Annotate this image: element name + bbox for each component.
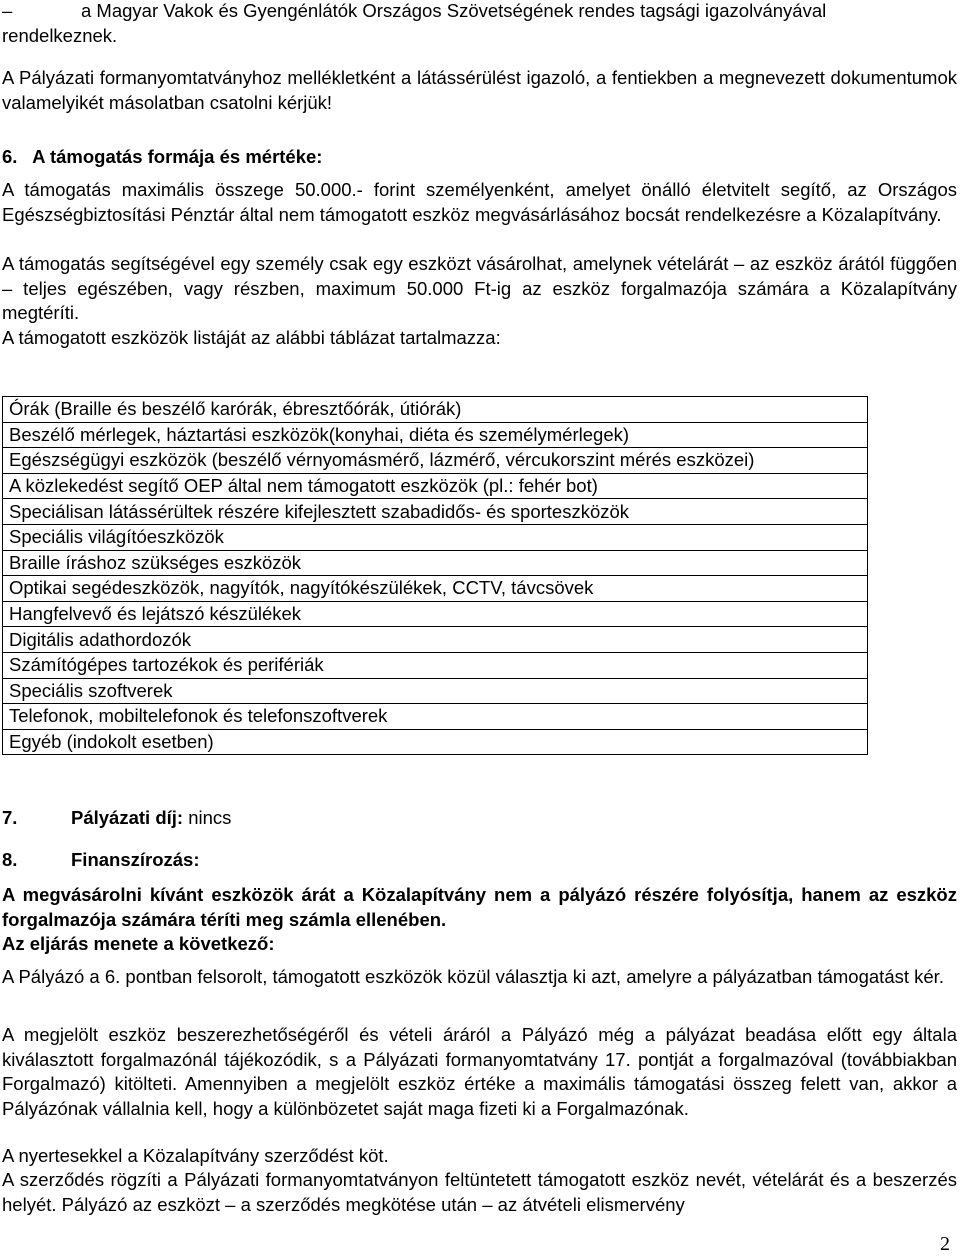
financing-bold-paragraph: A megvásárolni kívánt eszközök árát a Közalapítvány nem a pályázó részére folyósítja, hanem az eszköz forgalmazója számára téríti meg számla ellenében. xyxy=(2,884,957,930)
bullet-item xyxy=(2,0,957,48)
table-row xyxy=(3,601,868,627)
section-7-value: nincs xyxy=(183,807,232,828)
procedure-paragraph-1: A Pályázó a 6. pontban felsorolt, támogatott eszközök közül választja ki azt, amelyre a pályázatban támogatást kér. xyxy=(2,966,944,987)
table-row xyxy=(3,627,868,653)
bullet-dash: – xyxy=(2,0,13,21)
table-cell: Egyéb (indokolt esetben) xyxy=(3,729,868,755)
section-8-number: 8. xyxy=(2,849,18,870)
section-7 xyxy=(2,806,231,830)
table-row xyxy=(3,448,868,474)
table-row xyxy=(3,704,868,730)
table-cell: Órák (Braille és beszélő karórák, ébresztőórák, útiórák) xyxy=(3,397,868,423)
section-6-paragraph-1: A támogatás maximális összege 50.000.- forint személyenként, amelyet önálló életvitelt segítő, az Országos Egészségbiztosítási Pénztár által nem támogatott eszköz megvásárlásához bocsát rendelkezésre a Közalapítvány. xyxy=(2,179,957,225)
supported-devices-table xyxy=(2,396,868,755)
table-row xyxy=(3,678,868,704)
table-row xyxy=(3,499,868,525)
table-row xyxy=(3,652,868,678)
table-cell: Beszélő mérlegek, háztartási eszközök(konyhai, diéta és személymérlegek) xyxy=(3,422,868,448)
table-cell: Digitális adathordozók xyxy=(3,627,868,653)
section-6-paragraph-3: A támogatott eszközök listáját az alábbi táblázat tartalmazza: xyxy=(2,327,501,348)
attachment-note: A Pályázati formanyomtatványhoz mellékletként a látássérülést igazoló, a fentiekben a megnevezett dokumentumok valamelyikét másolatban csatolni kérjük! xyxy=(2,67,957,113)
section-6-paragraph-2: A támogatás segítségével egy személy csak egy eszközt vásárolhat, amelynek vételárát – az eszköz árától függően – teljes egészében, vagy részben, maximum 50.000 Ft-ig az eszköz forgalmazója számára a Közalapítvány megtéríti. xyxy=(2,253,957,323)
table-row xyxy=(3,576,868,602)
table-cell: Speciális világítóeszközök xyxy=(3,524,868,550)
table-cell: Telefonok, mobiltelefonok és telefonszoftverek xyxy=(3,704,868,730)
procedure-heading: Az eljárás menete a következő: xyxy=(2,933,275,954)
table-row xyxy=(3,397,868,423)
table-row xyxy=(3,524,868,550)
bullet-text-line2: rendelkeznek. xyxy=(2,24,118,46)
table-cell: Optikai segédeszközök, nagyítók, nagyítókészülékek, CCTV, távcsövek xyxy=(3,576,868,602)
section-7-label: Pályázati díj: xyxy=(71,807,184,828)
bullet-text-line1: a Magyar Vakok és Gyengénlátók Országos Szövetségének rendes tagsági igazolványával xyxy=(81,0,827,21)
table-cell: Egészségügyi eszközök (beszélő vérnyomásmérő, lázmérő, vércukorszint mérés eszközei) xyxy=(3,448,868,474)
table-cell: Braille íráshoz szükséges eszközök xyxy=(3,550,868,576)
section-7-number: 7. xyxy=(2,807,18,828)
section-8-heading xyxy=(2,848,200,872)
procedure-paragraph-2: A megjelölt eszköz beszerezhetőségéről és vételi áráról a Pályázó még a pályázat beadása előtt egy általa kiválasztott forgalmazónál tájékozódik, s a Pályázati formanyomtatvány 17. pontját a forgalmazóval (továbbiakban Forgalmazó) kitölteti. Amennyiben a megjelölt eszköz értéke a maximális támogatási összeg felett van, akkor a Pályázónak vállalnia kell, hogy a különbözetet saját maga fizeti ki a Forgalmazónak. xyxy=(2,1024,957,1119)
table-cell: Hangfelvevő és lejátszó készülékek xyxy=(3,601,868,627)
section-6-heading: 6. A támogatás formája és mértéke: xyxy=(2,146,323,167)
table-cell: Speciálisan látássérültek részére kifejlesztett szabadidős- és sporteszközök xyxy=(3,499,868,525)
section-8-label: Finanszírozás: xyxy=(71,849,200,870)
page-number: 2 xyxy=(940,1233,950,1255)
table-cell: A közlekedést segítő OEP által nem támogatott eszközök (pl.: fehér bot) xyxy=(3,473,868,499)
procedure-paragraph-3: A nyertesekkel a Közalapítvány szerződést köt. xyxy=(2,1145,389,1166)
table-row xyxy=(3,473,868,499)
table-row xyxy=(3,729,868,755)
table-cell: Számítógépes tartozékok és perifériák xyxy=(3,652,868,678)
table-row xyxy=(3,422,868,448)
table-row xyxy=(3,550,868,576)
procedure-paragraph-4: A szerződés rögzíti a Pályázati formanyomtatványon feltüntetett támogatott eszköz nevét, vételárát és a beszerzés helyét. Pályázó az eszközt – a szerződés megkötése után – az átvételi elismervény xyxy=(2,1169,957,1215)
table-cell: Speciális szoftverek xyxy=(3,678,868,704)
